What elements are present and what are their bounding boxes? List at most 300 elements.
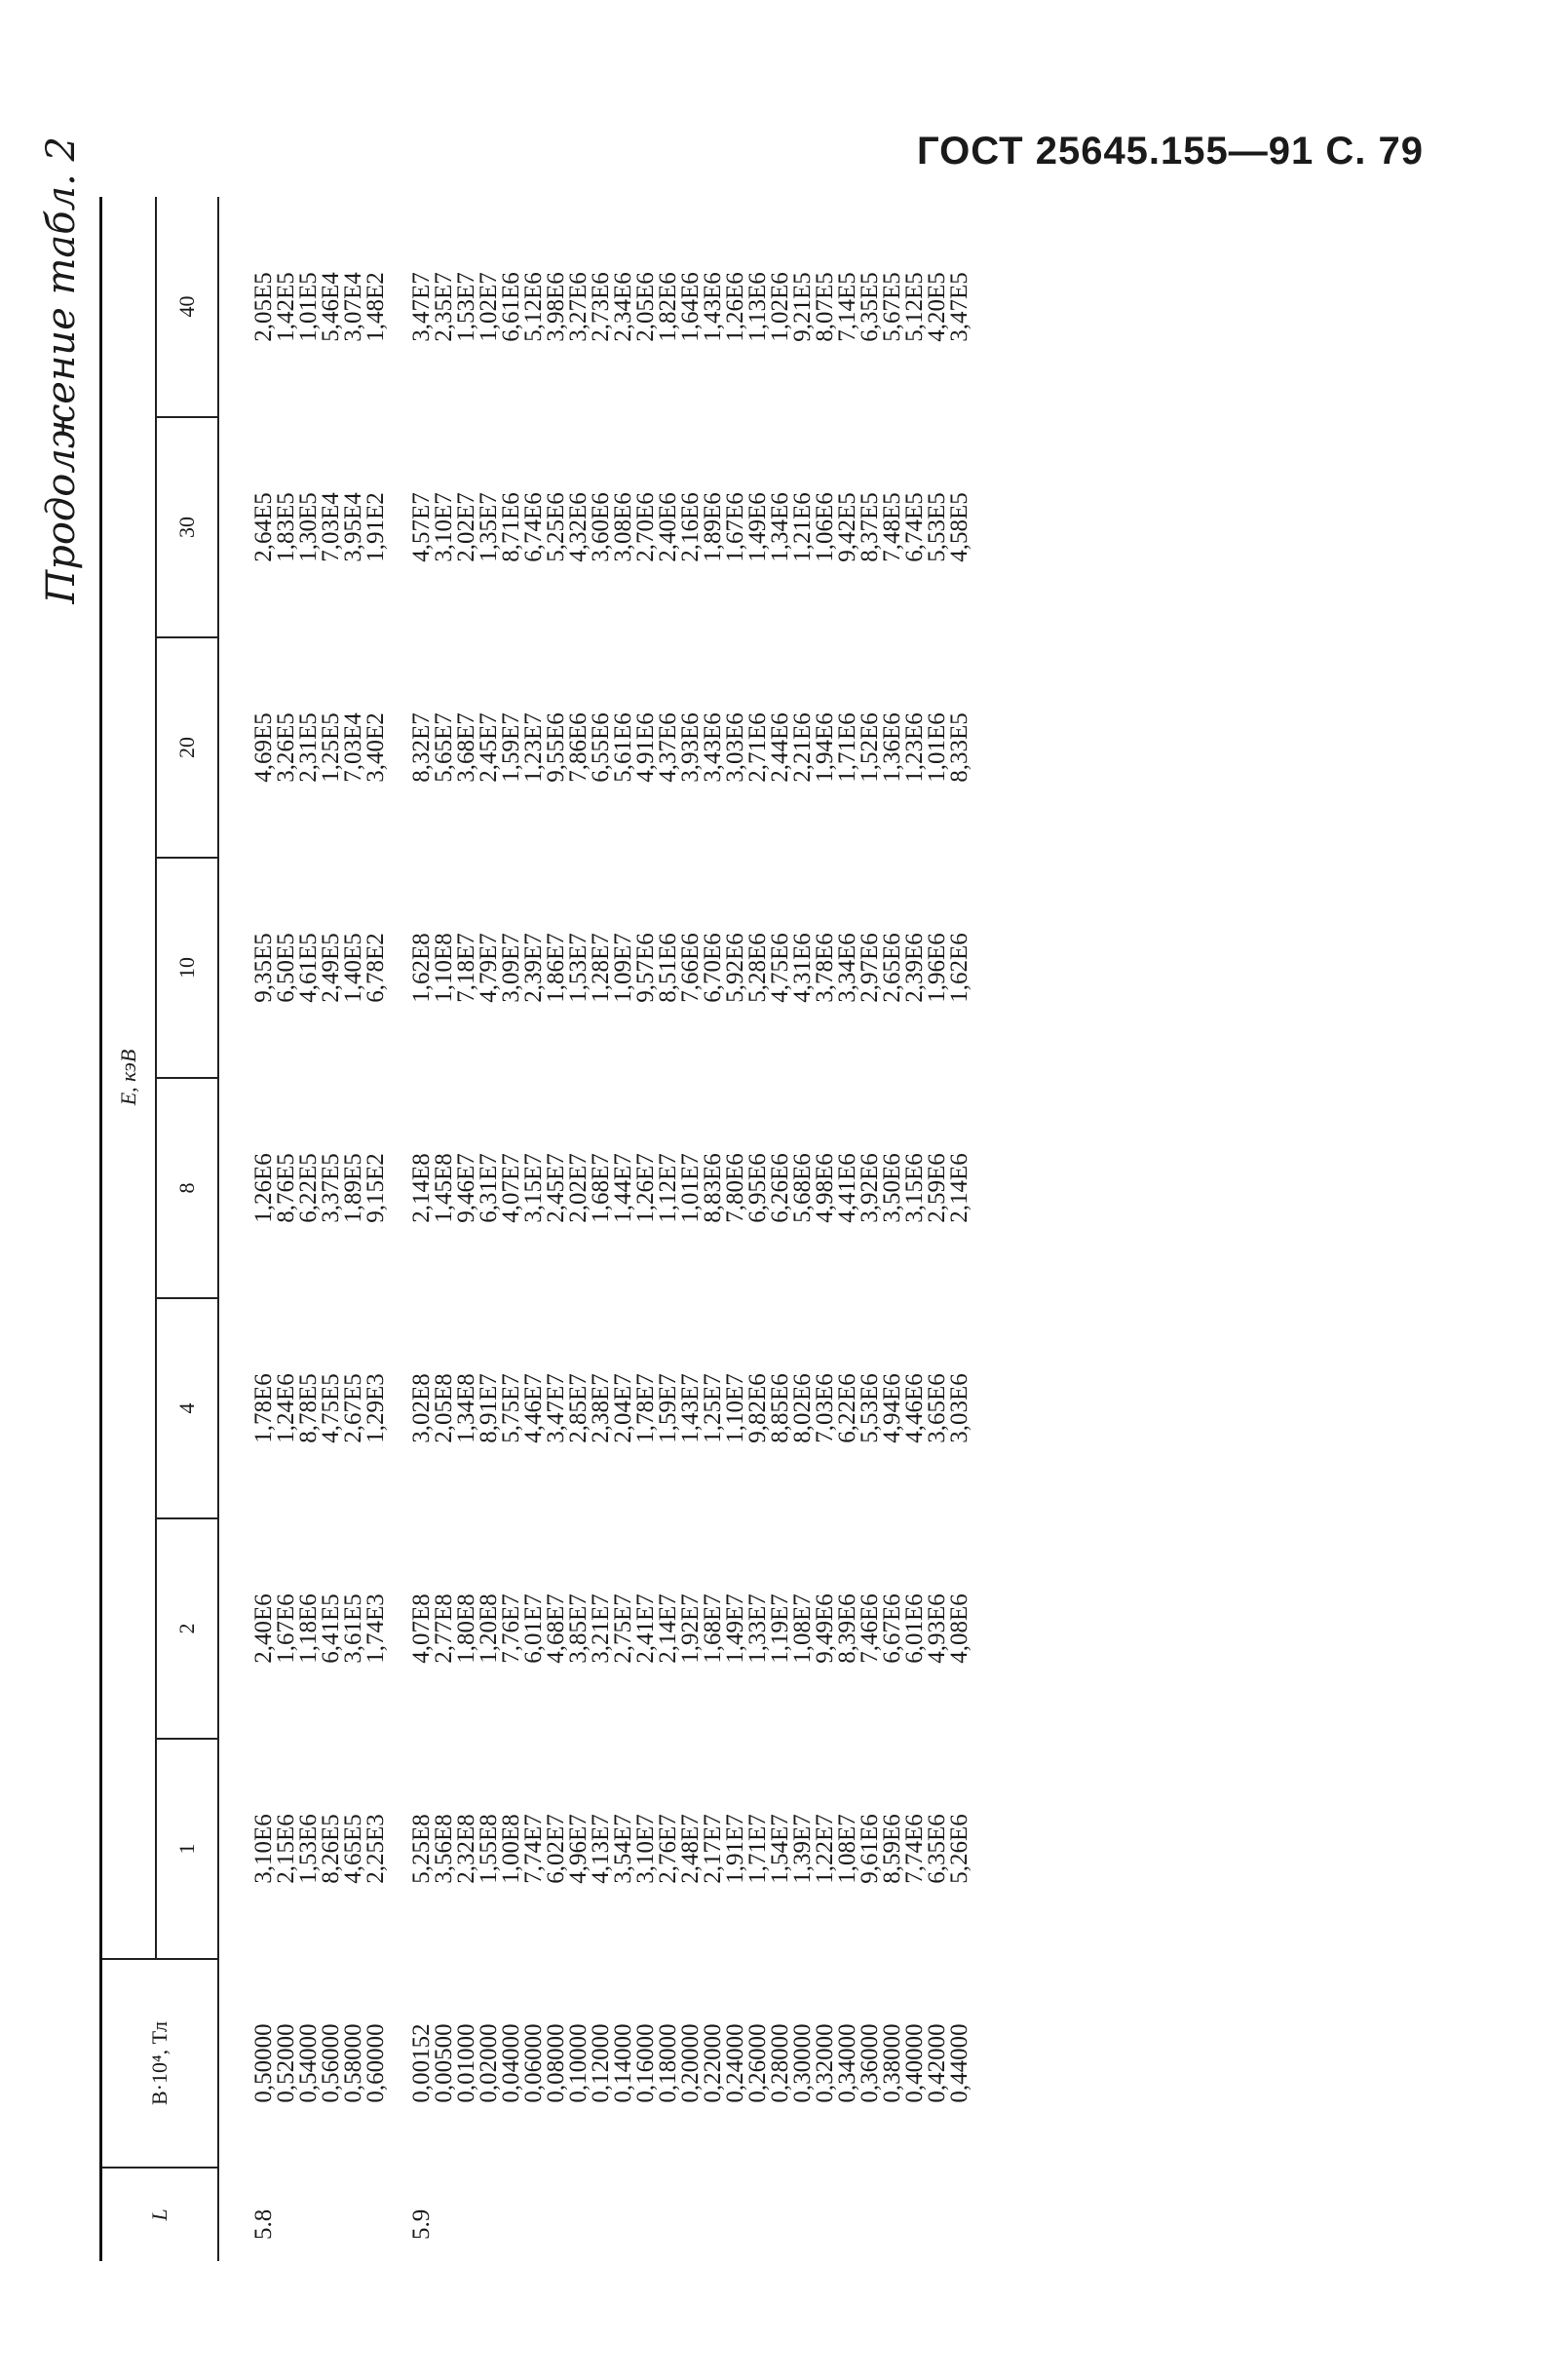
flux-value: 6,50E5: [273, 933, 299, 1003]
flux-value: 1,10E8: [431, 933, 457, 1003]
flux-value: 3,03E6: [946, 1373, 972, 1443]
flux-value: 3,27E6: [565, 272, 591, 342]
flux-value: 2,70E6: [632, 492, 659, 562]
flux-value: 8,32E7: [408, 712, 435, 783]
flux-value: 6,35E6: [924, 1814, 950, 1884]
flux-value: 4,96E7: [565, 1814, 591, 1884]
flux-value: 1,02E6: [767, 272, 793, 342]
flux-value: 4,13E7: [588, 1814, 614, 1884]
flux-value: 1,62E6: [946, 933, 972, 1003]
flux-value: 2,97E6: [857, 933, 883, 1003]
flux-value: 1,01E7: [677, 1153, 704, 1223]
b-value: 0,00500: [431, 2023, 457, 2103]
flux-value: 5,46E4: [318, 272, 344, 342]
flux-value: 1,53E6: [295, 1814, 322, 1884]
flux-values-cell: [218, 197, 387, 417]
flux-value: 6,22E6: [834, 1373, 860, 1443]
flux-value: 1,54E7: [767, 1814, 793, 1884]
flux-value: 3,08E6: [610, 492, 636, 562]
flux-value: 1,74E3: [362, 1593, 389, 1664]
flux-value: 1,64E6: [677, 272, 704, 342]
flux-values-cell: [218, 637, 387, 858]
flux-value: 5,53E6: [857, 1373, 883, 1443]
flux-value: 1,55E8: [476, 1814, 502, 1884]
flux-value: 1,34E6: [767, 492, 793, 562]
flux-value: 4,07E8: [408, 1593, 435, 1664]
flux-value: 7,03E4: [318, 492, 344, 562]
b-value: 0,42000: [924, 2023, 950, 2103]
flux-value: 4,65E5: [340, 1814, 366, 1884]
flux-value: 2,02E7: [453, 492, 479, 562]
flux-value: 1,40E5: [340, 933, 366, 1003]
flux-value: 1,21E6: [789, 492, 816, 562]
flux-value: 2,45E7: [543, 1153, 569, 1223]
flux-value: 1,06E6: [812, 492, 838, 562]
flux-value: 5,67E5: [879, 272, 905, 342]
flux-value: 1,26E6: [722, 272, 748, 342]
flux-value: 2,45E7: [476, 712, 502, 783]
flux-value: 2,75E7: [610, 1593, 636, 1664]
flux-value: 2,41E7: [632, 1593, 659, 1664]
flux-value: 3,98E6: [543, 272, 569, 342]
flux-value: 1,43E6: [700, 272, 726, 342]
b-value: 0,20000: [677, 2023, 704, 2103]
flux-value: 1,25E7: [700, 1373, 726, 1443]
flux-value: 7,03E6: [812, 1373, 838, 1443]
flux-value: 6,70E6: [700, 933, 726, 1003]
flux-value: 1,36E6: [879, 712, 905, 783]
b-value: 0,18000: [655, 2023, 681, 2103]
flux-value: 1,96E6: [924, 933, 950, 1003]
flux-value: 3,07E4: [340, 272, 366, 342]
flux-value: 2,38E7: [588, 1373, 614, 1443]
flux-value: 1,53E7: [453, 272, 479, 342]
flux-value: 4,93E6: [924, 1593, 950, 1664]
flux-value: 5,75E7: [498, 1373, 524, 1443]
flux-value: 1,30E5: [295, 492, 322, 562]
flux-value: 9,57E6: [632, 933, 659, 1003]
flux-value: 3,34E6: [834, 933, 860, 1003]
flux-value: 2,73E6: [588, 272, 614, 342]
flux-value: 7,48E5: [879, 492, 905, 562]
flux-value: 4,41E6: [834, 1153, 860, 1223]
b-values-cell: [387, 1959, 971, 2168]
flux-value: 3,92E6: [857, 1153, 883, 1223]
flux-value: 9,82E6: [744, 1373, 771, 1443]
flux-value: 1,89E5: [340, 1153, 366, 1223]
flux-value: 2,15E6: [273, 1814, 299, 1884]
table-body: [218, 197, 971, 2261]
flux-values-cell: [387, 197, 971, 417]
flux-value: 1,78E7: [632, 1373, 659, 1443]
flux-value: 1,43E7: [677, 1373, 704, 1443]
flux-value: 7,74E7: [520, 1814, 547, 1884]
b-value: 0,28000: [767, 2023, 793, 2103]
flux-value: 2,16E6: [677, 492, 704, 562]
flux-value: 7,76E7: [498, 1593, 524, 1664]
b-value: 0,38000: [879, 2023, 905, 2103]
flux-value: 7,03E4: [340, 712, 366, 783]
flux-value: 4,07E7: [498, 1153, 524, 1223]
flux-value: 2,85E7: [565, 1373, 591, 1443]
flux-value: 1,94E6: [812, 712, 838, 783]
flux-value: 2,65E6: [879, 933, 905, 1003]
flux-value: 3,54E7: [610, 1814, 636, 1884]
flux-value: 1,82E6: [655, 272, 681, 342]
flux-value: 1,48E2: [362, 272, 389, 342]
b-value: 0,32000: [812, 2023, 838, 2103]
flux-value: 6,35E5: [857, 272, 883, 342]
b-value: 0,36000: [857, 2023, 883, 2103]
energy-column-header: 20: [156, 637, 218, 858]
flux-value: 2,05E8: [431, 1373, 457, 1443]
flux-value: 8,33E5: [946, 712, 972, 783]
flux-value: 4,46E7: [520, 1373, 547, 1443]
flux-value: 9,15E2: [362, 1153, 389, 1223]
flux-value: 1,80E8: [453, 1593, 479, 1664]
flux-value: 1,10E7: [722, 1373, 748, 1443]
flux-value: 1,26E6: [250, 1153, 277, 1223]
flux-value: 3,02E8: [408, 1373, 435, 1443]
table-caption: Продолжение табл. 2: [39, 136, 84, 604]
flux-value: 1,49E7: [722, 1593, 748, 1664]
flux-value: 1,01E6: [924, 712, 950, 783]
flux-value: 8,51E6: [655, 933, 681, 1003]
flux-value: 5,12E5: [901, 272, 928, 342]
flux-value: 2,14E8: [408, 1153, 435, 1223]
flux-value: 1,29E3: [362, 1373, 389, 1443]
flux-value: 1,52E6: [857, 712, 883, 783]
flux-value: 5,25E6: [543, 492, 569, 562]
flux-value: 4,20E5: [924, 272, 950, 342]
flux-value: 1,20E8: [476, 1593, 502, 1664]
flux-value: 4,69E5: [250, 712, 277, 783]
flux-value: 4,68E7: [543, 1593, 569, 1664]
flux-values-cell: [387, 1739, 971, 1959]
b-value: 0,00152: [408, 2023, 435, 2103]
flux-value: 8,39E6: [834, 1593, 860, 1664]
flux-value: 7,14E5: [834, 272, 860, 342]
flux-values-cell: [387, 417, 971, 637]
flux-value: 5,61E6: [610, 712, 636, 783]
flux-values-cell: [218, 1518, 387, 1739]
flux-value: 8,07E5: [812, 272, 838, 342]
b-value: 0,44000: [946, 2023, 972, 2103]
b-value: 0,10000: [565, 2023, 591, 2103]
flux-value: 2,49E5: [318, 933, 344, 1003]
energy-column-header: 4: [156, 1298, 218, 1518]
flux-value: 1,91E7: [722, 1814, 748, 1884]
flux-value: 6,01E6: [901, 1593, 928, 1664]
flux-value: 5,53E5: [924, 492, 950, 562]
flux-value: 1,71E7: [744, 1814, 771, 1884]
flux-value: 1,02E7: [476, 272, 502, 342]
flux-value: 2,77E8: [431, 1593, 457, 1664]
energy-column-header: 40: [174, 295, 199, 318]
flux-value: 4,08E6: [946, 1593, 972, 1664]
flux-value: 4,98E6: [812, 1153, 838, 1223]
flux-value: 3,10E7: [431, 492, 457, 562]
flux-value: 2,34E6: [610, 272, 636, 342]
b-value: 0,34000: [834, 2023, 860, 2103]
flux-value: 1,42E5: [273, 272, 299, 342]
b-value: 0,40000: [901, 2023, 928, 2103]
table-row-group: [387, 197, 971, 2261]
flux-value: 4,75E5: [318, 1373, 344, 1443]
flux-value: 1,23E6: [901, 712, 928, 783]
b-value: 0,60000: [362, 2023, 389, 2103]
flux-value: 1,28E7: [588, 933, 614, 1003]
flux-values-cell: [387, 858, 971, 1078]
flux-value: 3,65E6: [924, 1373, 950, 1443]
flux-value: 2,35E7: [431, 272, 457, 342]
flux-value: 1,89E6: [700, 492, 726, 562]
flux-value: 1,92E7: [677, 1593, 704, 1664]
flux-value: 2,59E6: [924, 1153, 950, 1223]
energy-column-header: 2: [156, 1518, 218, 1739]
flux-value: 1,25E5: [318, 712, 344, 783]
flux-value: 5,12E6: [520, 272, 547, 342]
flux-value: 7,86E6: [565, 712, 591, 783]
flux-value: 2,04E7: [610, 1373, 636, 1443]
flux-value: 2,48E7: [677, 1814, 704, 1884]
flux-value: 4,32E6: [565, 492, 591, 562]
flux-value: 6,41E5: [318, 1593, 344, 1664]
page-header: ГОСТ 25645.155—91 С. 79: [917, 130, 1424, 173]
flux-value: 8,83E6: [700, 1153, 726, 1223]
flux-value: 6,74E5: [901, 492, 928, 562]
flux-value: 1,35E7: [476, 492, 502, 562]
flux-value: 5,65E7: [431, 712, 457, 783]
flux-value: 2,32E8: [453, 1814, 479, 1884]
flux-value: 2,05E6: [632, 272, 659, 342]
flux-value: 3,09E7: [498, 933, 524, 1003]
flux-value: 9,21E5: [789, 272, 816, 342]
flux-value: 1,18E6: [295, 1593, 322, 1664]
flux-value: 6,31E7: [476, 1153, 502, 1223]
flux-value: 2,40E6: [655, 492, 681, 562]
flux-value: 3,10E7: [632, 1814, 659, 1884]
flux-value: 1,49E6: [744, 492, 771, 562]
energy-column-header: 1: [156, 1739, 218, 1959]
flux-value: 3,40E2: [362, 712, 389, 783]
flux-value: 2,44E6: [767, 712, 793, 783]
flux-value: 3,68E7: [453, 712, 479, 783]
flux-values-cell: [387, 1298, 971, 1518]
flux-value: 8,85E6: [767, 1373, 793, 1443]
flux-value: 2,14E6: [946, 1153, 972, 1223]
column-header-l: L: [101, 2168, 219, 2261]
flux-value: 3,50E6: [879, 1153, 905, 1223]
b-value: 0,52000: [273, 2023, 299, 2103]
flux-value: 1,68E7: [700, 1593, 726, 1664]
flux-value: 6,67E6: [879, 1593, 905, 1664]
flux-value: 2,02E7: [565, 1153, 591, 1223]
flux-value: 5,68E6: [789, 1153, 816, 1223]
flux-values-cell: [387, 1518, 971, 1739]
flux-value: 3,78E6: [812, 933, 838, 1003]
flux-value: 6,01E7: [520, 1593, 547, 1664]
flux-value: 3,60E6: [588, 492, 614, 562]
b-value: 0,24000: [722, 2023, 748, 2103]
flux-value: 1,08E7: [789, 1593, 816, 1664]
flux-value: 1,01E5: [295, 272, 322, 342]
flux-value: 7,18E7: [453, 933, 479, 1003]
flux-value: 4,37E6: [655, 712, 681, 783]
column-header-b: B·10⁴, Тл: [101, 1959, 219, 2168]
b-value: 0,04000: [498, 2023, 524, 2103]
flux-value: 8,71E6: [498, 492, 524, 562]
b-value: 0,06000: [520, 2023, 547, 2103]
table-row-group: [218, 197, 387, 2261]
flux-value: 2,05E5: [250, 272, 277, 342]
flux-value: 1,08E7: [834, 1814, 860, 1884]
flux-value: 3,56E8: [431, 1814, 457, 1884]
flux-value: 6,26E6: [767, 1153, 793, 1223]
b-value: 0,22000: [700, 2023, 726, 2103]
rotated-table-area: [39, 136, 1481, 2261]
flux-value: 6,78E2: [362, 933, 389, 1003]
data-table: [99, 197, 971, 2261]
flux-value: 1,44E7: [610, 1153, 636, 1223]
flux-value: 6,74E6: [520, 492, 547, 562]
flux-value: 3,47E7: [543, 1373, 569, 1443]
b-value: 0,12000: [588, 2023, 614, 2103]
flux-value: 3,47E5: [946, 272, 972, 342]
energy-column-header: 30: [156, 417, 218, 637]
flux-value: 5,25E8: [408, 1814, 435, 1884]
flux-value: 8,26E5: [318, 1814, 344, 1884]
flux-value: 1,33E7: [744, 1593, 771, 1664]
flux-value: 9,42E5: [834, 492, 860, 562]
flux-value: 1,83E5: [273, 492, 299, 562]
flux-value: 3,15E7: [520, 1153, 547, 1223]
flux-value: 8,37E5: [857, 492, 883, 562]
flux-value: 3,10E6: [250, 1814, 277, 1884]
flux-value: 1,00E8: [498, 1814, 524, 1884]
flux-value: 2,64E5: [250, 492, 277, 562]
flux-value: 1,62E8: [408, 933, 435, 1003]
flux-value: 1,26E7: [632, 1153, 659, 1223]
column-group-header-energy: E, кэВ: [101, 197, 157, 1959]
flux-value: 3,95E4: [340, 492, 366, 562]
flux-value: 6,61E6: [498, 272, 524, 342]
flux-value: 1,45E8: [431, 1153, 457, 1223]
flux-value: 2,14E7: [655, 1593, 681, 1664]
flux-value: 1,39E7: [789, 1814, 816, 1884]
flux-value: 2,40E6: [250, 1593, 277, 1664]
b-value: 0,58000: [340, 2023, 366, 2103]
flux-value: 2,67E5: [340, 1373, 366, 1443]
flux-values-cell: [218, 1078, 387, 1298]
b-values-cell: [218, 1959, 387, 2168]
flux-value: 5,28E6: [744, 933, 771, 1003]
flux-value: 4,94E6: [879, 1373, 905, 1443]
flux-value: 2,39E7: [520, 933, 547, 1003]
flux-value: 1,53E7: [565, 933, 591, 1003]
flux-value: 8,78E5: [295, 1373, 322, 1443]
flux-value: 6,02E7: [543, 1814, 569, 1884]
flux-value: 5,26E6: [946, 1814, 972, 1884]
flux-value: 2,76E7: [655, 1814, 681, 1884]
flux-value: 5,92E6: [722, 933, 748, 1003]
flux-value: 1,86E7: [543, 933, 569, 1003]
b-value: 0,02000: [476, 2023, 502, 2103]
flux-value: 4,91E6: [632, 712, 659, 783]
flux-value: 6,95E6: [744, 1153, 771, 1223]
flux-value: 4,79E7: [476, 933, 502, 1003]
flux-values-cell: [218, 417, 387, 637]
flux-value: 3,15E6: [901, 1153, 928, 1223]
flux-value: 2,31E5: [295, 712, 322, 783]
flux-value: 1,24E6: [273, 1373, 299, 1443]
flux-value: 1,22E7: [812, 1814, 838, 1884]
flux-value: 6,55E6: [588, 712, 614, 783]
flux-value: 9,49E6: [812, 1593, 838, 1664]
flux-values-cell: [218, 1739, 387, 1959]
flux-value: 3,85E7: [565, 1593, 591, 1664]
flux-value: 9,61E6: [857, 1814, 883, 1884]
flux-value: 9,46E7: [453, 1153, 479, 1223]
flux-value: 3,93E6: [677, 712, 704, 783]
l-value-cell: 5.8: [250, 2208, 277, 2240]
b-value: 0,54000: [295, 2023, 322, 2103]
b-value: 0,08000: [543, 2023, 569, 2103]
flux-values-cell: [387, 1078, 971, 1298]
flux-value: 8,76E5: [273, 1153, 299, 1223]
flux-value: 1,09E7: [610, 933, 636, 1003]
flux-value: 7,80E6: [722, 1153, 748, 1223]
b-value: 0,56000: [318, 2023, 344, 2103]
energy-column-header: 10: [156, 858, 218, 1078]
flux-value: 4,57E7: [408, 492, 435, 562]
b-value: 0,01000: [453, 2023, 479, 2103]
flux-value: 2,71E6: [744, 712, 771, 783]
b-value: 0,26000: [744, 2023, 771, 2103]
flux-value: 1,23E7: [520, 712, 547, 783]
flux-value: 4,46E6: [901, 1373, 928, 1443]
flux-value: 9,55E6: [543, 712, 569, 783]
flux-value: 4,58E5: [946, 492, 972, 562]
flux-value: 1,34E8: [453, 1373, 479, 1443]
flux-value: 7,74E6: [901, 1814, 928, 1884]
b-value: 0,16000: [632, 2023, 659, 2103]
b-value: 0,30000: [789, 2023, 816, 2103]
flux-value: 4,31E6: [789, 933, 816, 1003]
flux-value: 4,61E5: [295, 933, 322, 1003]
flux-value: 1,67E6: [273, 1593, 299, 1664]
flux-value: 8,02E6: [789, 1373, 816, 1443]
flux-value: 1,67E6: [722, 492, 748, 562]
flux-value: 2,39E6: [901, 933, 928, 1003]
flux-values-cell: [218, 1298, 387, 1518]
flux-value: 8,59E6: [879, 1814, 905, 1884]
flux-value: 7,66E6: [677, 933, 704, 1003]
l-value-cell: 5.9: [408, 2208, 435, 2240]
flux-value: 3,26E5: [273, 712, 299, 783]
flux-value: 2,17E7: [700, 1814, 726, 1884]
flux-values-cell: [218, 858, 387, 1078]
flux-value: 2,25E3: [362, 1814, 389, 1884]
flux-value: 1,59E7: [498, 712, 524, 783]
flux-value: 8,91E7: [476, 1373, 502, 1443]
flux-value: 3,37E5: [318, 1153, 344, 1223]
flux-value: 1,19E7: [767, 1593, 793, 1664]
flux-value: 3,03E6: [722, 712, 748, 783]
flux-value: 3,61E5: [340, 1593, 366, 1664]
flux-value: 1,59E7: [655, 1373, 681, 1443]
flux-value: 9,35E5: [250, 933, 277, 1003]
